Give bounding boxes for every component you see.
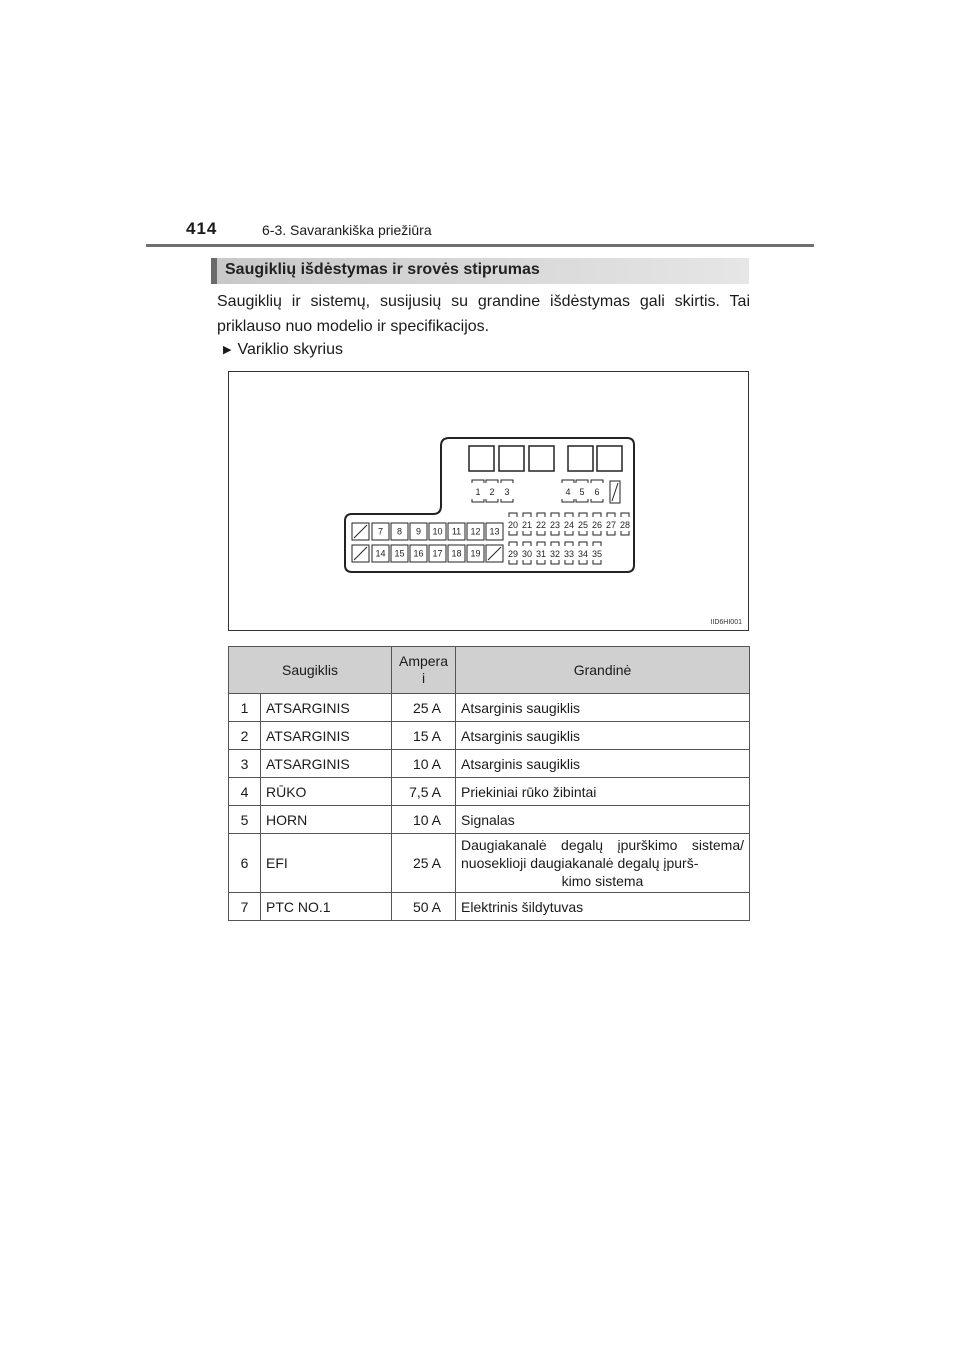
table-row: [229, 834, 750, 893]
fuse-18: [448, 545, 465, 562]
fuse-label: 20: [507, 520, 519, 530]
fuse-4: [562, 480, 574, 502]
fuse-label: 19: [470, 548, 481, 559]
fuse-label: 32: [549, 549, 561, 559]
fuse-label: 2: [489, 487, 495, 497]
fuse-name: ATSARGINIS: [261, 750, 392, 778]
fuse-circuit: Signalas: [456, 806, 750, 834]
fuse-23: [550, 513, 560, 535]
fuse-name: ATSARGINIS: [261, 694, 392, 722]
spare-slot: [610, 481, 620, 503]
fuse-label: 33: [563, 549, 575, 559]
fuse-2: [486, 480, 498, 502]
page-number: 414: [186, 219, 218, 238]
fuse-name: PTC NO.1: [261, 893, 392, 921]
table-header-row: [229, 647, 750, 694]
fuse-label: 7: [377, 526, 384, 537]
fuse-31: [536, 542, 546, 564]
fuse-7: [372, 523, 389, 540]
header-fuse: Saugiklis: [229, 647, 392, 694]
fuse-32: [550, 542, 560, 564]
fuse-label: 1: [475, 487, 481, 497]
fuse-label: 14: [375, 548, 386, 559]
section-heading-bar: [211, 258, 749, 284]
fuse-label: 5: [579, 487, 585, 497]
fuse-circuit: Atsarginis saugiklis: [456, 750, 750, 778]
fuse-label: 3: [504, 487, 510, 497]
fuse-20: [508, 513, 518, 535]
fuse-label: 24: [563, 520, 575, 530]
relay-box: [499, 446, 524, 471]
fuse-22: [536, 513, 546, 535]
table-row: [229, 778, 750, 806]
fuse-label: 13: [489, 526, 500, 537]
fuse-11: [448, 523, 465, 540]
fuse-label: 31: [535, 549, 547, 559]
fuse-10: [429, 523, 446, 540]
fuse-label: 21: [521, 520, 533, 530]
fuse-label: 18: [451, 548, 462, 559]
fuse-27: [606, 513, 616, 535]
table-row: [229, 893, 750, 921]
intro-paragraph: Saugiklių ir sistemų, susijusių su grandine išdėstymas gali skirtis. Tai priklauso nuo modelio ir specifikacijos.: [217, 293, 750, 335]
fuse-name: ATSARGINIS: [261, 722, 392, 750]
fuse-label: 26: [591, 520, 603, 530]
fuse-label: 35: [591, 549, 603, 559]
fuse-9: [410, 523, 427, 540]
fuse-amperes: 10 A: [392, 750, 456, 778]
fuse-amperes: 10 A: [392, 806, 456, 834]
fuse-number: 2: [229, 722, 261, 750]
fuse-box-outline: [345, 438, 634, 572]
fuse-24: [564, 513, 574, 535]
fuse-34: [578, 542, 588, 564]
fuse-label: 10: [432, 526, 443, 537]
fuse-12: [467, 523, 484, 540]
fuse-number: 3: [229, 750, 261, 778]
subheading: [223, 341, 343, 359]
fuse-circuit: [456, 834, 750, 893]
fuse-label: 23: [549, 520, 561, 530]
fuse-label: 17: [432, 548, 443, 559]
fuse-label: 6: [594, 487, 600, 497]
fuse-circuit: Elektrinis šildytuvas: [456, 893, 750, 921]
fuse-name: HORN: [261, 806, 392, 834]
header-amperes: [392, 647, 456, 694]
fuse-amperes: 25 A: [392, 694, 456, 722]
fuse-21: [522, 513, 532, 535]
fuse-33: [564, 542, 574, 564]
fuse-label: 22: [535, 520, 547, 530]
fuse-label: 9: [415, 526, 422, 537]
fuse-label: 29: [507, 549, 519, 559]
fuse-label: 16: [413, 548, 424, 559]
fuse-8: [391, 523, 408, 540]
fuse-number: 4: [229, 778, 261, 806]
fuse-circuit: Atsarginis saugiklis: [456, 694, 750, 722]
fuse-5: [576, 480, 588, 502]
fuse-label: 34: [577, 549, 589, 559]
fuse-label: 11: [451, 526, 462, 537]
table-row: [229, 722, 750, 750]
fuse-16: [410, 545, 427, 562]
chapter-title: 6-3. Savarankiška priežiūra: [262, 222, 432, 238]
section-title: Saugiklių išdėstymas ir srovės stiprumas: [225, 261, 540, 278]
fuse-1: [472, 480, 484, 502]
table-row: [229, 694, 750, 722]
header-amperes-line2: i: [421, 670, 426, 686]
fuse-label: 4: [565, 487, 571, 497]
fuse-circuit: Atsarginis saugiklis: [456, 722, 750, 750]
fuse-amperes: 50 A: [392, 893, 456, 921]
fuse-amperes: 25 A: [392, 834, 456, 893]
spare-slot: [352, 545, 369, 562]
fuse-circuit-text-end: kimo sistema: [561, 873, 644, 889]
triangle-right-icon: ▶: [223, 344, 232, 356]
fuse-label: 27: [605, 520, 617, 530]
fuse-29: [508, 542, 518, 564]
fuse-number: 7: [229, 893, 261, 921]
fuse-circuit-text: Daugiakanalė degalų įpurškimo sistema/ nuoseklioji daugiakanalė degalų įpurš-: [461, 837, 744, 871]
subheading-text: Variklio skyrius: [237, 341, 343, 358]
fuse-amperes: 15 A: [392, 722, 456, 750]
fuse-number: 5: [229, 806, 261, 834]
fuse-name: RŪKO: [261, 778, 392, 806]
fuse-17: [429, 545, 446, 562]
fuse-box-diagram: [228, 371, 749, 631]
fuse-label: 8: [396, 526, 403, 537]
spare-slot: [486, 545, 503, 562]
fuse-6: [591, 480, 603, 502]
fuse-28: [620, 513, 630, 535]
fuse-label: 28: [619, 520, 631, 530]
fuse-name: EFI: [261, 834, 392, 893]
fuse-number: 1: [229, 694, 261, 722]
spare-slot: [352, 523, 369, 540]
fuse-number: 6: [229, 834, 261, 893]
image-code: IID6HI001: [710, 619, 742, 626]
header-circuit: Grandinė: [456, 647, 750, 694]
relay-box: [597, 446, 622, 471]
fuse-19: [467, 545, 484, 562]
fuse-label: 12: [470, 526, 481, 537]
header-rule: [146, 244, 814, 247]
relay-box: [469, 446, 494, 471]
fuse-15: [391, 545, 408, 562]
fuse-3: [501, 480, 513, 502]
fuse-amperes: 7,5 A: [392, 778, 456, 806]
table-row: [229, 806, 750, 834]
fuse-14: [372, 545, 389, 562]
relay-box: [568, 446, 593, 471]
relay-box: [529, 446, 554, 471]
fuse-table: [228, 646, 750, 921]
fuse-label: 25: [577, 520, 589, 530]
fuse-35: [592, 542, 602, 564]
fuse-30: [522, 542, 532, 564]
fuse-box-svg: [229, 372, 750, 632]
fuse-label: 15: [394, 548, 405, 559]
table-row: [229, 750, 750, 778]
heading-accent: [211, 258, 217, 284]
fuse-13: [486, 523, 503, 540]
fuse-label: 30: [521, 549, 533, 559]
header-amperes-line1: Ampera: [398, 653, 449, 669]
fuse-25: [578, 513, 588, 535]
fuse-26: [592, 513, 602, 535]
fuse-circuit: Priekiniai rūko žibintai: [456, 778, 750, 806]
